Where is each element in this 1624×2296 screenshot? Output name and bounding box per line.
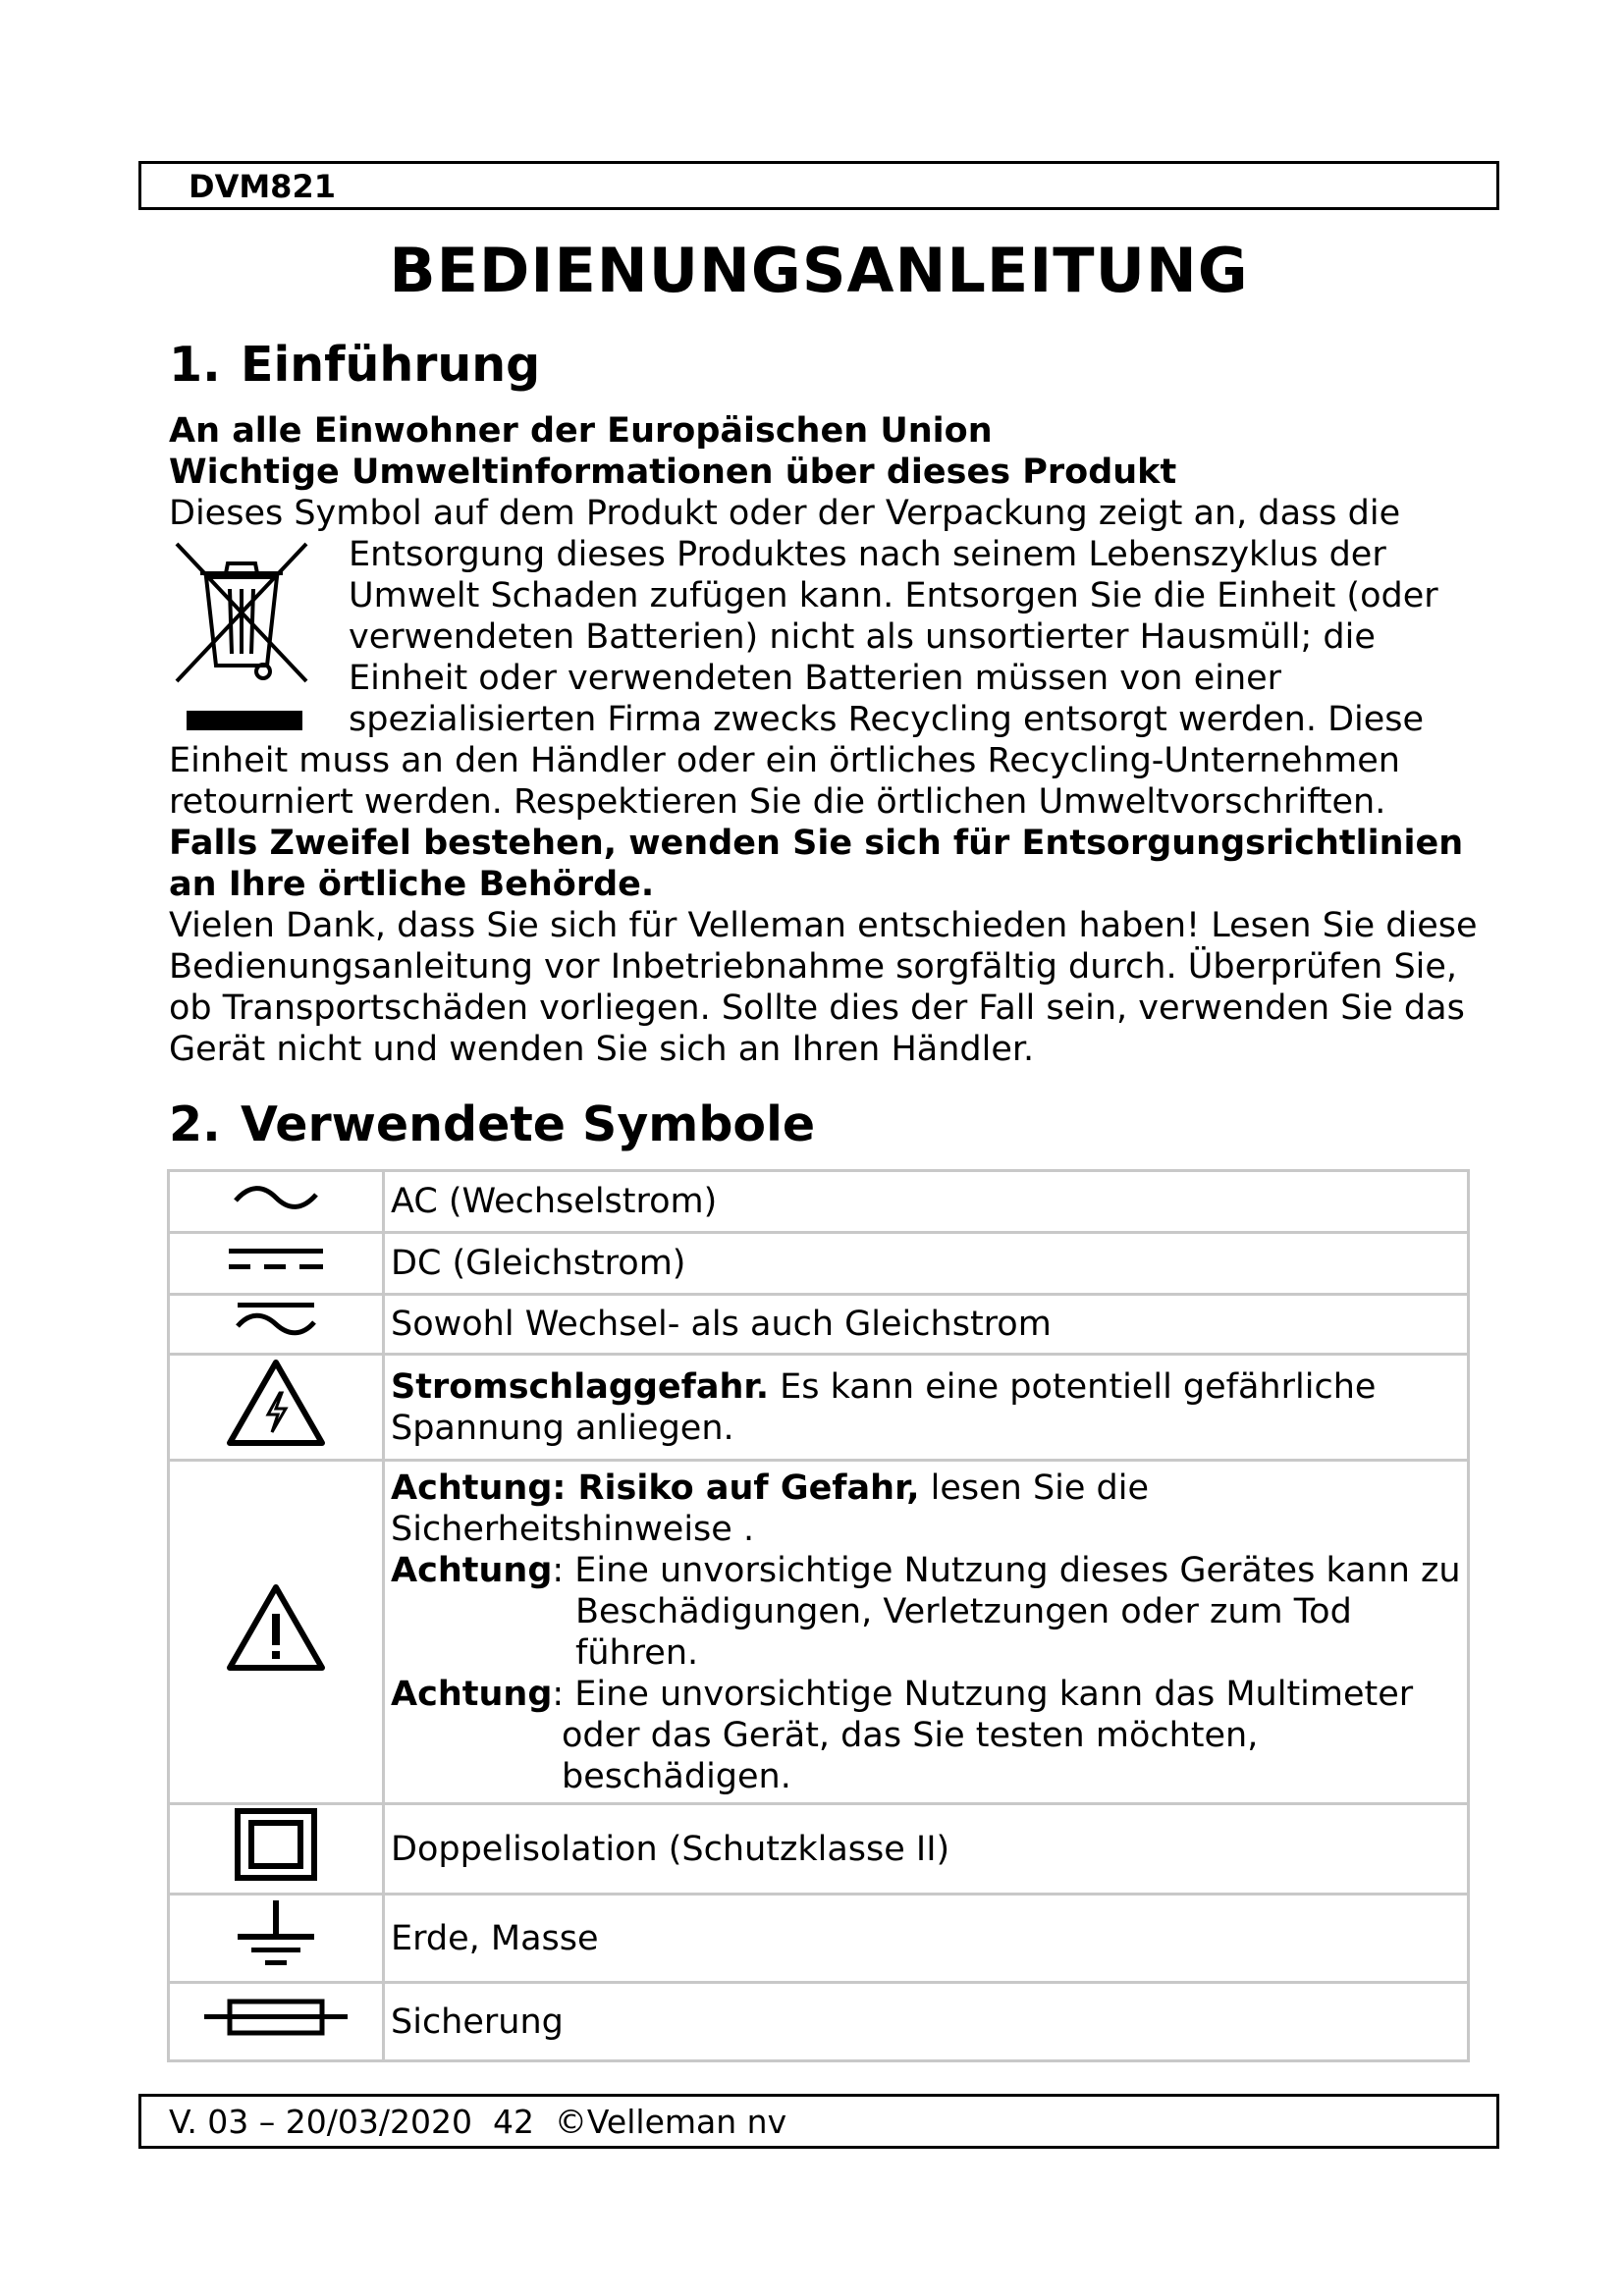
document-title: BEDIENUNGSANLEITUNG [389, 235, 1249, 306]
fuse-description: Sicherung [384, 1983, 1469, 2061]
table-row [169, 1461, 1469, 1804]
disposal-paragraph [169, 493, 1478, 1070]
section-2-heading [169, 1095, 815, 1154]
table-row [169, 1804, 1469, 1895]
section-1-number: 1. [169, 337, 221, 393]
achtung-text-line: führen. [575, 1632, 699, 1673]
text-line: Entsorgung dieses Produktes nach seinem Lebenszyklus der [349, 535, 1386, 574]
ac-sine-icon [232, 1183, 320, 1212]
text-line: Einheit oder verwendeten Batterien müssen von einer [349, 659, 1282, 698]
shock-text: Es kann eine potentiell gefährliche [769, 1366, 1377, 1407]
table-row [169, 1983, 1469, 2061]
header-box [138, 161, 1499, 210]
caution-bold-text: Achtung: Risiko auf Gefahr, [391, 1468, 920, 1508]
symbols-table [167, 1169, 1470, 2062]
text-line: Bedienungsanleitung vor Inbetriebnahme sorgfältig durch. Überprüfen Sie, [169, 947, 1458, 987]
text-line: Dieses Symbol auf dem Produkt oder der Verpackung zeigt an, dass die [169, 494, 1401, 533]
footer-text: V. 03 – 20/03/2020 42 ©Velleman nv [169, 2103, 787, 2141]
section-1-title: Einführung [241, 337, 541, 393]
table-row [169, 1171, 1469, 1233]
section-1-heading [169, 336, 540, 395]
bold-note-line: an Ihre örtliche Behörde. [169, 865, 655, 904]
fuse-icon [202, 1996, 350, 2039]
table-row [169, 1295, 1469, 1355]
dc-description: DC (Gleichstrom) [384, 1233, 1469, 1295]
achtung-text-line: oder das Gerät, das Sie testen möchten, [562, 1715, 1259, 1755]
ground-description: Erde, Masse [384, 1895, 1469, 1983]
text-line: Gerät nicht und wenden Sie sich an Ihren Händler. [169, 1030, 1035, 1069]
ground-icon [234, 1896, 318, 1971]
shock-description [384, 1355, 1469, 1461]
achtung-text: : Eine unvorsichtige Nutzung kann das Multimeter [552, 1674, 1414, 1714]
table-row [169, 1355, 1469, 1461]
achtung-label: Achtung [391, 1674, 553, 1714]
environment-info-heading: Wichtige Umweltinformationen über dieses Produkt [169, 453, 1177, 492]
model-label: DVM821 [189, 168, 336, 205]
section-2-title: Verwendete Symbole [241, 1096, 816, 1152]
caution-text: lesen Sie die [919, 1468, 1150, 1508]
caution-description [384, 1461, 1469, 1804]
bold-note-line: Falls Zweifel bestehen, wenden Sie sich für Entsorgungsrichtlinien [169, 824, 1464, 863]
wheelie-bin-crossed-icon [169, 538, 314, 734]
caution-warning-icon [225, 1582, 327, 1673]
achtung-text-line: Beschädigungen, Verletzungen oder zum Tod [575, 1591, 1352, 1631]
double-insulation-icon [234, 1807, 318, 1882]
text-line: verwendeten Batterien) nicht als unsortierter Hausmüll; die [349, 617, 1376, 657]
caution-text-line2: Sicherheitshinweise . [391, 1509, 755, 1549]
ac-description: AC (Wechselstrom) [384, 1171, 1469, 1233]
eu-residents-heading: An alle Einwohner der Europäischen Union [169, 411, 993, 451]
acdc-description: Sowohl Wechsel- als auch Gleichstrom [384, 1295, 1469, 1355]
text-line: ob Transportschäden vorliegen. Sollte dies der Fall sein, verwenden Sie das [169, 988, 1465, 1028]
dc-lines-icon [227, 1245, 325, 1274]
table-row [169, 1895, 1469, 1983]
acdc-icon [232, 1301, 320, 1340]
text-line: spezialisierten Firma zwecks Recycling entsorgt werden. Diese [349, 700, 1425, 739]
high-voltage-warning-icon [225, 1358, 327, 1448]
shock-text-line2: Spannung anliegen. [391, 1408, 734, 1448]
table-row [169, 1233, 1469, 1295]
text-line: Umwelt Schaden zufügen kann. Entsorgen Sie die Einheit (oder [349, 576, 1438, 615]
text-line: Vielen Dank, dass Sie sich für Velleman entschieden haben! Lesen Sie diese [169, 906, 1478, 945]
achtung-text: : Eine unvorsichtige Nutzung dieses Gerätes kann zu [552, 1550, 1461, 1590]
text-line: retourniert werden. Respektieren Sie die örtlichen Umweltvorschriften. [169, 782, 1386, 822]
achtung-text-line: beschädigen. [562, 1756, 791, 1796]
achtung-label: Achtung [391, 1550, 553, 1590]
double-insulation-description: Doppelisolation (Schutzklasse II) [384, 1804, 1469, 1895]
footer-box [138, 2094, 1499, 2149]
shock-bold-text: Stromschlaggefahr. [391, 1366, 769, 1407]
section-2-number: 2. [169, 1096, 221, 1152]
text-line: Einheit muss an den Händler oder ein örtliches Recycling-Unternehmen [169, 741, 1400, 780]
